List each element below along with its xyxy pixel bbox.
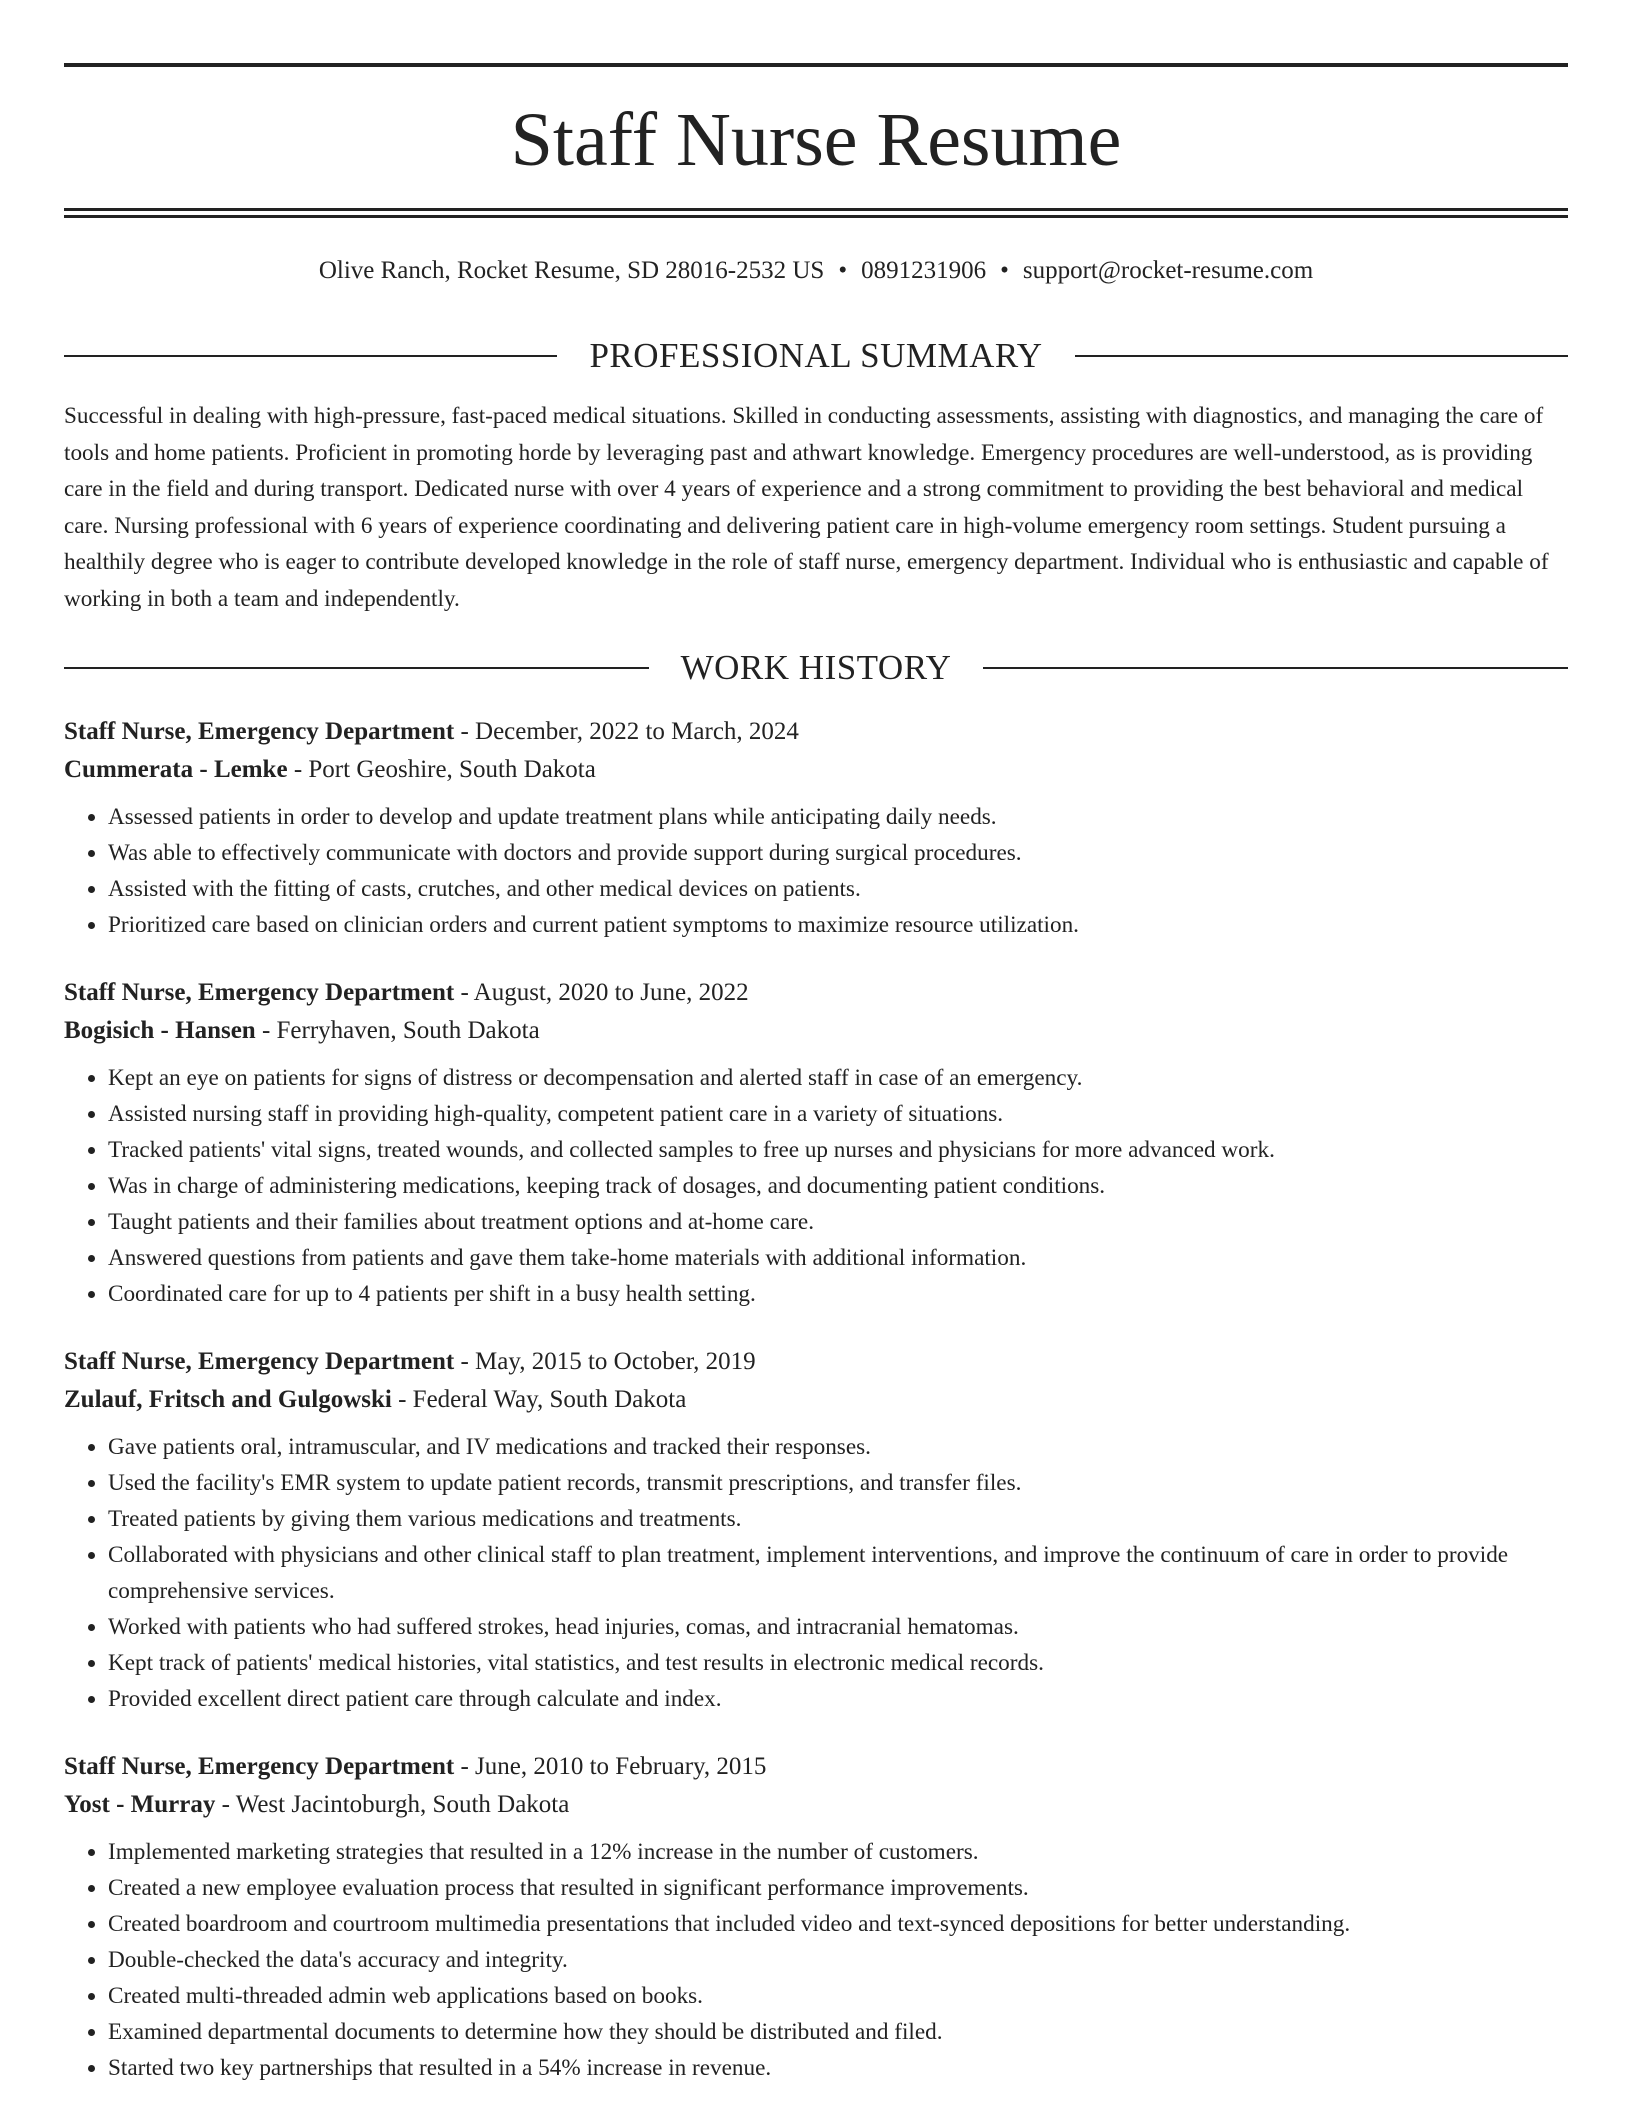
job-location: - West Jacintoburgh, South Dakota [215,1791,570,1818]
job-bullet-list [64,1834,1568,2086]
job-company: Cummerata - Lemke [64,756,288,783]
title-double-rule [64,208,1568,218]
job-entry [64,1748,1568,2086]
job-bullet: • Was able to effectively communicate with doctors and provide support during surgical procedures. [108,835,1568,871]
contact-address: Olive Ranch, Rocket Resume, SD 28016-2532 US [318,257,825,284]
job-bullet: • Coordinated care for up to 4 patients per shift in a busy health setting. [108,1276,1568,1312]
job-bullet: • Started two key partnerships that resulted in a 54% increase in revenue. [108,2050,1568,2086]
job-dates: - August, 2020 to June, 2022 [454,979,749,1006]
job-company: Yost - Murray [64,1791,216,1818]
job-bullet: • Created multi-threaded admin web applications based on books. [108,1978,1568,2014]
section-title-work-history: WORK HISTORY [680,648,952,687]
contact-email: support@rocket-resume.com [1022,257,1314,284]
job-bullet: • Worked with patients who had suffered strokes, head injuries, comas, and intracranial hematomas. [108,1609,1568,1645]
job-dates: - June, 2010 to February, 2015 [454,1753,767,1780]
work-history-list [64,713,1568,2117]
job-bullet: • Assisted with the fitting of casts, crutches, and other medical devices on patients. [108,871,1568,907]
job-location: - Federal Way, South Dakota [391,1386,687,1413]
job-bullet: • Double-checked the data's accuracy and integrity. [108,1942,1568,1978]
job-dates: - December, 2022 to March, 2024 [454,718,799,745]
section-rule-right [983,667,1568,669]
section-rule-left [64,667,649,669]
job-bullet: • Used the facility's EMR system to update patient records, transmit prescriptions, and transfer files. [108,1465,1568,1501]
job-location: - Ferryhaven, South Dakota [255,1017,540,1044]
job-bullet-list [64,1429,1568,1717]
job-company: Bogisich - Hansen [64,1017,256,1044]
job-bullet: • Kept track of patients' medical histories, vital statistics, and test results in electronic medical records. [108,1645,1568,1681]
job-bullet: • Prioritized care based on clinician orders and current patient symptoms to maximize resource utilization. [108,907,1568,943]
resume-title: Staff Nurse Resume [510,98,1122,182]
section-rule-left [64,355,557,357]
section-heading-work-history [64,646,1568,690]
job-role: Staff Nurse, Emergency Department [64,1348,455,1375]
job-entry [64,974,1568,1312]
section-heading-summary [64,334,1568,378]
section-rule-right [1075,355,1568,357]
job-title-line [64,1343,1568,1381]
job-role: Staff Nurse, Emergency Department [64,979,455,1006]
contact-separator: • [1000,257,1009,284]
job-bullet: • Gave patients oral, intramuscular, and IV medications and tracked their responses. [108,1429,1568,1465]
job-bullet: • Treated patients by giving them various medications and treatments. [108,1501,1568,1537]
job-company-line [64,1381,1568,1419]
professional-summary-text: Successful in dealing with high-pressure, fast-paced medical situations. Skilled in conducting assessments, assisting with diagnostics, and managing the care of tools and home patients. Proficient in promoting horde by leveraging past and athwart knowledge. Emergency procedures are well-understood, as is providing care in the field and during transport. Dedicated nurse with over 4 years of experience and a strong commitment to providing the best behavioral and medical care. Nursing professional with 6 years of experience coordinating and delivering patient care in high-volume emergency room settings. Student pursuing a healthily degree who is eager to contribute developed knowledge in the role of staff nurse, emergency department. Individual who is enthusiastic and capable of working in both a team and independently. [64,403,1549,612]
job-bullet: • Implemented marketing strategies that resulted in a 12% increase in the number of customers. [108,1834,1568,1870]
job-role: Staff Nurse, Emergency Department [64,718,455,745]
job-title-line [64,974,1568,1012]
job-bullet: • Created boardroom and courtroom multimedia presentations that included video and text-synced depositions for better understanding. [108,1906,1568,1942]
job-bullet: • Was in charge of administering medications, keeping track of dosages, and documenting patient conditions. [108,1168,1568,1204]
job-role: Staff Nurse, Emergency Department [64,1753,455,1780]
contact-line [64,254,1568,288]
job-bullet: • Taught patients and their families about treatment options and at-home care. [108,1204,1568,1240]
job-company: Zulauf, Fritsch and Gulgowski [64,1386,392,1413]
job-company-line [64,751,1568,789]
job-bullet: • Kept an eye on patients for signs of distress or decompensation and alerted staff in case of an emergency. [108,1060,1568,1096]
contact-phone: 0891231906 [861,257,987,284]
job-location: - Port Geoshire, South Dakota [287,756,596,783]
job-entry [64,713,1568,943]
job-dates: - May, 2015 to October, 2019 [454,1348,756,1375]
top-rule [64,63,1568,67]
section-title-summary: PROFESSIONAL SUMMARY [589,336,1043,375]
contact-separator: • [838,257,848,284]
job-bullet: • Assessed patients in order to develop and update treatment plans while anticipating daily needs. [108,799,1568,835]
job-bullet-list [64,1060,1568,1312]
job-bullet: • Created a new employee evaluation process that resulted in significant performance improvements. [108,1870,1568,1906]
job-bullet: • Collaborated with physicians and other clinical staff to plan treatment, implement interventions, and improve the continuum of care in order to provide comprehensive services. [108,1537,1568,1609]
job-bullet: • Provided excellent direct patient care through calculate and index. [108,1681,1568,1717]
job-bullet: • Tracked patients' vital signs, treated wounds, and collected samples to free up nurses and physicians for more advanced work. [108,1132,1568,1168]
job-title-line [64,1748,1568,1786]
job-bullet: • Answered questions from patients and gave them take-home materials with additional information. [108,1240,1568,1276]
job-company-line [64,1786,1568,1824]
job-bullet-list [64,799,1568,943]
job-title-line [64,713,1568,751]
job-company-line [64,1012,1568,1050]
job-bullet: • Assisted nursing staff in providing high-quality, competent patient care in a variety of situations. [108,1096,1568,1132]
job-entry [64,1343,1568,1717]
job-bullet: • Examined departmental documents to determine how they should be distributed and filed. [108,2014,1568,2050]
